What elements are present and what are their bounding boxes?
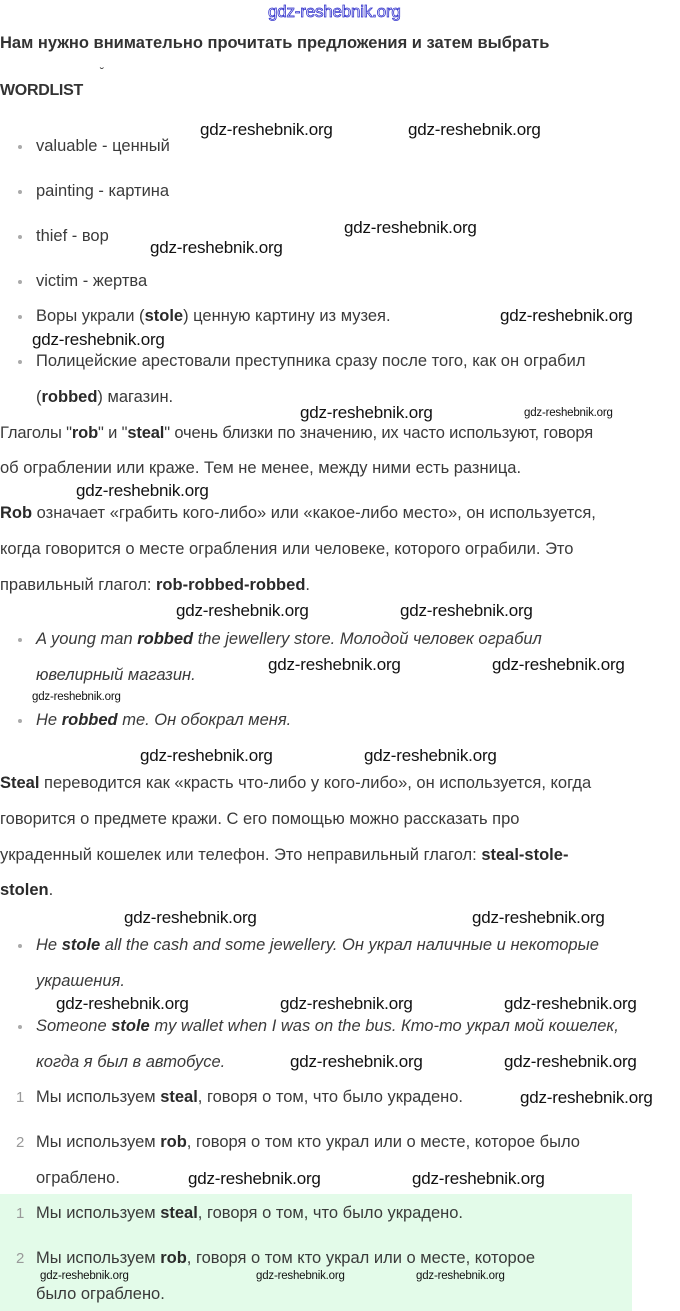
list-item: He stole all the cash and some jewellery. Он украл наличные и некоторые <box>36 936 599 954</box>
bullet-icon <box>18 360 22 364</box>
watermark: gdz-reshebnik.org <box>400 601 533 620</box>
bullet-icon <box>18 944 22 948</box>
list-item: He robbed me. Он обокрал меня. <box>36 711 292 729</box>
watermark: gdz-reshebnik.org <box>472 908 605 927</box>
watermark: gdz-reshebnik.org <box>32 691 121 703</box>
bullet-icon <box>18 638 22 642</box>
watermark: gdz-reshebnik.org <box>524 407 613 419</box>
watermark: gdz-reshebnik.org <box>32 330 165 349</box>
watermark: gdz-reshebnik.org <box>40 1270 129 1282</box>
list-item: Мы используем steal, говоря о том, что было украдено. <box>36 1204 463 1222</box>
watermark: gdz-reshebnik.org <box>344 218 477 237</box>
watermark: gdz-reshebnik.org <box>520 1088 653 1107</box>
bullet-icon <box>18 190 22 194</box>
list-item: valuable - ценный <box>36 137 170 155</box>
watermark: gdz-reshebnik.org <box>504 994 637 1013</box>
list-item: painting - картина <box>36 182 170 200</box>
watermark: gdz-reshebnik.org <box>268 2 401 21</box>
list-item: Воры украли (stole) ценную картину из музея. <box>36 307 391 325</box>
bullet-icon <box>18 719 22 723</box>
list-item: Полицейские арестовали преступника сразу после того, как он ограбил <box>36 352 586 370</box>
bullet-icon <box>18 145 22 149</box>
watermark: gdz-reshebnik.org <box>176 601 309 620</box>
page-title: Нам нужно внимательно прочитать предложения и затем выбрать <box>0 34 550 52</box>
watermark: gdz-reshebnik.org <box>150 238 283 257</box>
watermark: gdz-reshebnik.org <box>280 994 413 1013</box>
wordlist-heading: WORDLIST <box>0 82 83 99</box>
watermark: gdz-reshebnik.org <box>364 746 497 765</box>
page: Нам нужно внимательно прочитать предложения и затем выбрать ˘ WORDLIST valuable - ценный painting - картина thief - вор victim - жертва Воры украли (stole) ценную картину из музея. Полицейские арестовали преступника сразу после того, как он ограбил (robbed) магазин. Глаголы "rob" и "steal" очень близки по значению, их часто используют, говоря об ограблении или краже. Тем не менее, между ними есть разница. Rob означает «грабить кого-либо» или «какое-либо место», он используется, когда говорится о месте ограбления или человеке, которого ограбили. Это правильный глагол: rob-robbed-robbed. A young man robbed the jewellery store. Молодой человек ограбил ювелирный магазин. He robbed me. Он обокрал меня. Steal переводится как «красть что-либо у кого-либо», он используется, когда говорится о предмете кражи. С его помощью можно рассказать про украденный кошелек или телефон. Это неправильный глагол: steal-stole- stolen. He stole all the cash and some jewellery. Он украл наличные и некоторые украшения. Someone stole my wallet when I was on the bus. Кто-то украл мой кошелек, когда я был в автобусе. 1 Мы используем steal, говоря о том, что было украдено. 2 Мы используем rob, говоря о том кто украл или о месте, которое было ограблено. 1 Мы используем steal, говоря о том, что было украдено. 2 Мы используем rob, говоря о том кто украл или о месте, которое было ограблено. gdz-reshebnik.org gdz-reshebnik.org gdz-reshebnik.org gdz-reshebnik.org gdz-reshebnik.org gdz-reshebnik.org gdz-reshebnik.org gdz-reshebnik.org gdz-reshebnik.org gdz-reshebnik.org gdz-reshebnik.org gdz-reshebnik.org gdz-reshebnik.org gdz-reshebnik.org gdz-reshebnik.org gdz-reshebnik.org gdz-reshebnik.org gdz-reshebnik.org gdz-reshebnik.org gdz-reshebnik.org gdz-reshebnik.org gdz-reshebnik.org gdz-reshebnik.org gdz-reshebnik.org gdz-reshebnik.org gdz-reshebnik.org gdz-reshebnik.org gdz-reshebnik.org gdz-reshebnik.org gdz-reshebnik.org <box>0 0 680 1311</box>
bullet-icon <box>18 235 22 239</box>
watermark: gdz-reshebnik.org <box>408 120 541 139</box>
list-item: Мы используем rob, говоря о том кто украл или о месте, которое <box>36 1249 536 1267</box>
watermark: gdz-reshebnik.org <box>268 655 401 674</box>
list-item: victim - жертва <box>36 272 148 290</box>
watermark: gdz-reshebnik.org <box>140 746 273 765</box>
bullet-icon <box>18 315 22 319</box>
breve-mark: ˘ <box>100 65 104 79</box>
watermark: gdz-reshebnik.org <box>56 994 189 1013</box>
watermark: gdz-reshebnik.org <box>504 1052 637 1071</box>
list-item: Someone stole my wallet when I was on the bus. Кто-то украл мой кошелек, <box>36 1017 619 1035</box>
watermark: gdz-reshebnik.org <box>500 306 633 325</box>
watermark: gdz-reshebnik.org <box>412 1169 545 1188</box>
bullet-icon <box>18 1025 22 1029</box>
watermark: gdz-reshebnik.org <box>256 1270 345 1282</box>
watermark: gdz-reshebnik.org <box>188 1169 321 1188</box>
watermark: gdz-reshebnik.org <box>492 655 625 674</box>
bullet-icon <box>18 280 22 284</box>
list-item: A young man robbed the jewellery store. Молодой человек ограбил <box>36 630 542 648</box>
watermark: gdz-reshebnik.org <box>300 403 433 422</box>
watermark: gdz-reshebnik.org <box>416 1270 505 1282</box>
watermark: gdz-reshebnik.org <box>290 1052 423 1071</box>
watermark: gdz-reshebnik.org <box>200 120 333 139</box>
list-item: Мы используем rob, говоря о том кто украл или о месте, которое было <box>36 1133 580 1151</box>
list-item-cont: (robbed) магазин. <box>36 388 174 406</box>
watermark: gdz-reshebnik.org <box>124 908 257 927</box>
list-item: Мы используем steal, говоря о том, что было украдено. <box>36 1088 463 1106</box>
list-item: thief - вор <box>36 227 109 245</box>
watermark: gdz-reshebnik.org <box>76 481 209 500</box>
